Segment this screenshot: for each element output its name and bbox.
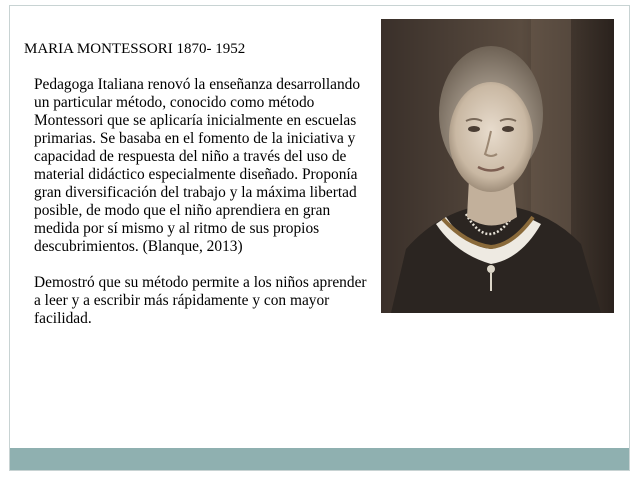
paragraph-method: Demostró que su método permite a los niños aprender a leer y a escribir más rápidamente y con mayor facilidad. [34,274,367,327]
portrait-photo [381,19,614,313]
footer-bar [10,448,629,470]
body-text [34,76,374,346]
paragraph-biography: Pedagoga Italiana renovó la enseñanza desarrollando un particular método, conocido como método Montessori que se aplicaría inicialmente en escuelas primarias. Se basaba en el fomento de la iniciativa y capacidad de respuesta del niño a través del uso de material didáctico especialmente diseñado. Proponía gran diversificación del trabajo y la máxima libertad posible, de modo que el niño aprendiera en gran medida por sí mismo y al ritmo de sus propios descubrimientos. (Blanque, 2013) [34,76,361,255]
slide-title: MARIA MONTESSORI 1870- 1952 [24,41,246,57]
slide [9,5,630,471]
